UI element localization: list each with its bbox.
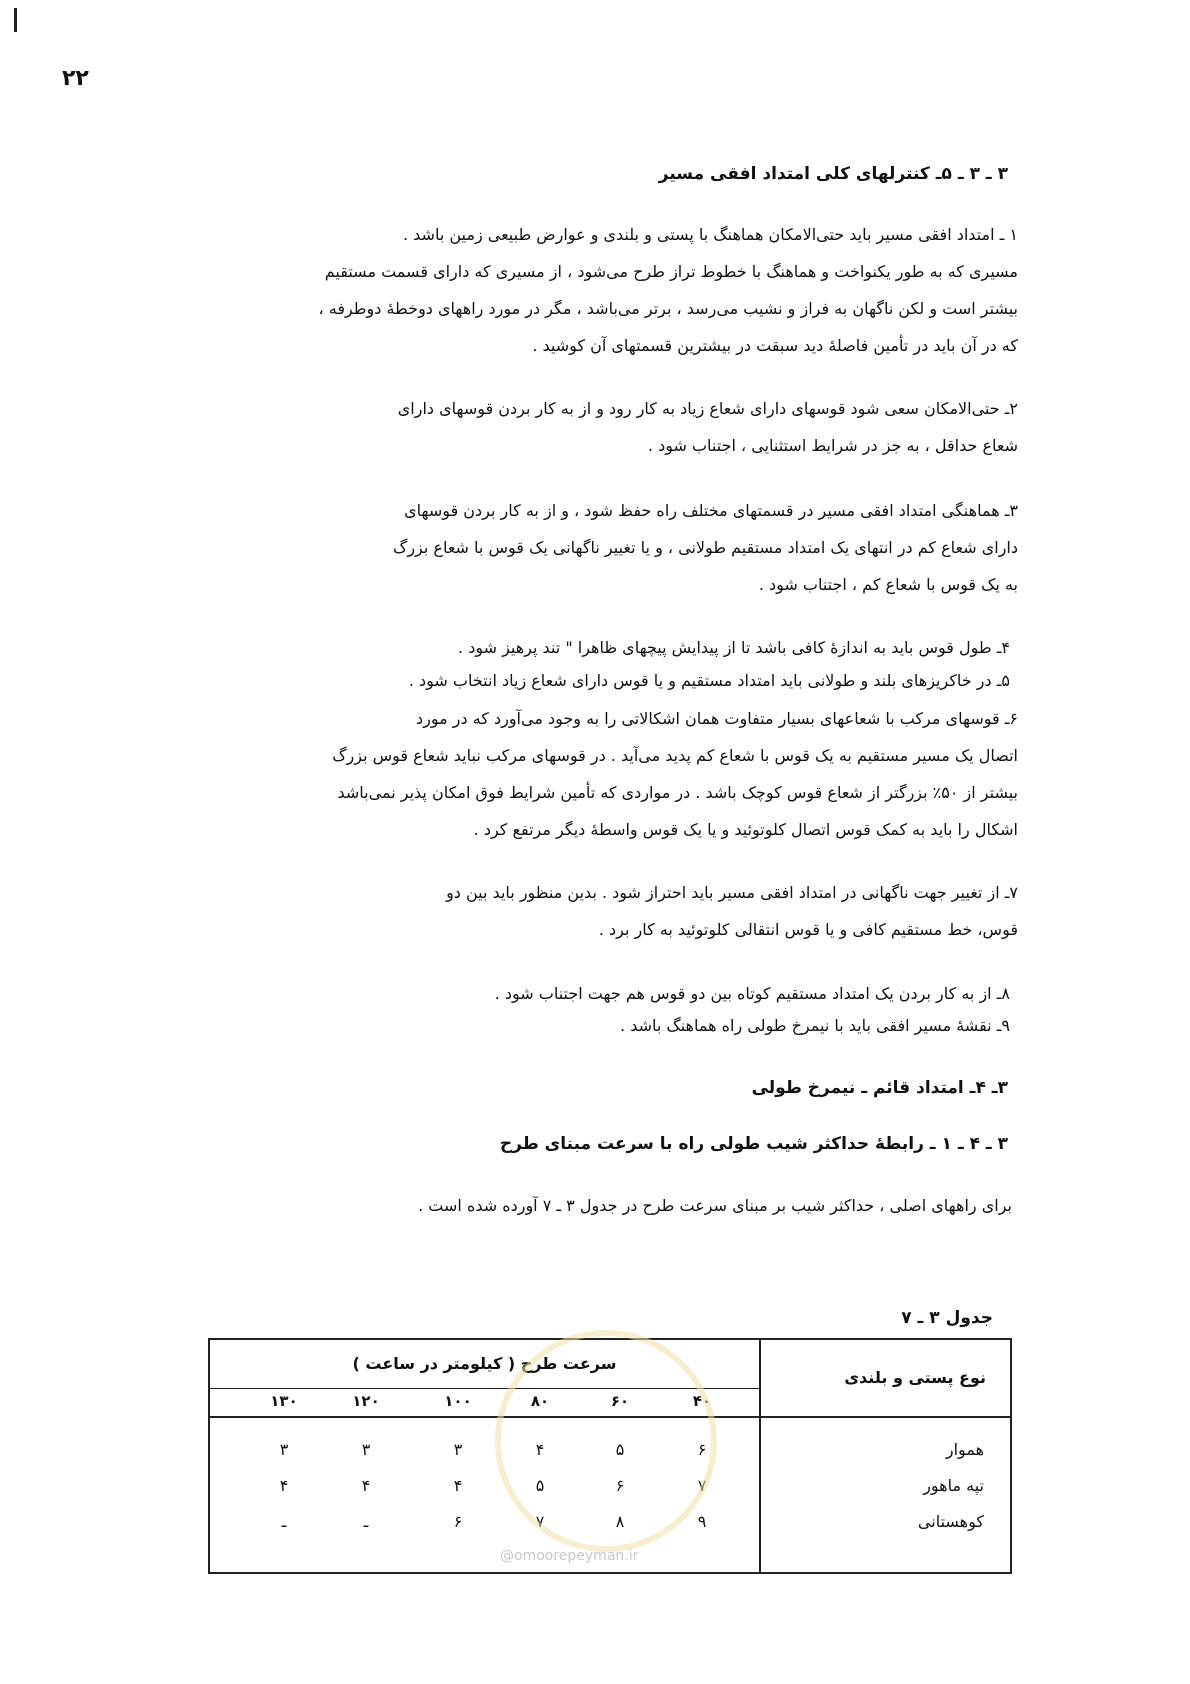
paragraph-2 [192, 390, 1018, 464]
paragraph-line: اتصال یک مسیر مستقیم به یک قوس با شعاع کم پدید می‌آید . در قوسهای مرکب نباید شعاع قوس بزرگ [332, 746, 1018, 765]
table-intro-text: برای راههای اصلی ، حداکثر شیب بر مبنای سرعت طرح در جدول ۳ ـ ۷ آورده شده است . [418, 1196, 1012, 1215]
table-cell: ـ [363, 1512, 369, 1531]
scan-margin-mark [14, 8, 17, 32]
speed-group-header: سرعت طرح ( کیلومتر در ساعت ) [352, 1354, 617, 1373]
paragraph-5: ۵ـ در خاکریزهای بلند و طولانی باید امتداد مستقیم و یا قوس دارای شعاع زیاد انتخاب شود . [408, 671, 1010, 690]
table-cell: ۴ [361, 1476, 371, 1495]
watermark-seal [495, 1330, 717, 1552]
paragraph-3 [192, 492, 1018, 603]
table-cell: ۷ [535, 1512, 545, 1531]
paragraph-line: اشکال را باید به کمک قوس اتصال کلوتوئید و یا یک قوس واسطهٔ دیگر مرتفع کرد . [473, 820, 1018, 839]
paragraph-line: ۷ـ از تغییر جهت ناگهانی در امتداد افقی مسیر باید احتراز شود . بدین منظور باید بین دو [446, 883, 1018, 902]
subsubsection-heading: ۳ ـ ۴ ـ ۱ ـ رابطهٔ حداکثر شیب طولی راه با سرعت مبنای طرح [499, 1134, 1008, 1154]
subsection-heading: ۳ـ ۴ـ امتداد قائم ـ نیمرخ طولی [751, 1078, 1008, 1098]
speed-header: ۱۰۰ [444, 1392, 472, 1410]
page-number: ۲۲ [62, 66, 89, 91]
paragraph-8: ۸ـ از به کار بردن یک امتداد مستقیم کوتاه بین دو قوس هم جهت اجتناب شود . [494, 984, 1010, 1003]
table-row-label: کوهستانی [917, 1512, 984, 1531]
table-cell: ۶ [453, 1512, 463, 1531]
table-cell: ۶ [697, 1440, 707, 1459]
paragraph-line: ۳ـ هماهنگی امتداد افقی مسیر در قسمتهای مختلف راه حفظ شود ، و از به کار بردن قوسهای [404, 501, 1018, 520]
paragraph-line: شعاع حداقل ، به جز در شرایط استثنایی ، اجتناب شود . [647, 436, 1018, 455]
table-cell: ۴ [279, 1476, 289, 1495]
table-cell: ۶ [615, 1476, 625, 1495]
paragraph-line: دارای شعاع کم در انتهای یک امتداد مستقیم طولانی ، و یا تغییر ناگهانی یک قوس با شعاع بزرگ [393, 538, 1018, 557]
speed-header: ۸۰ [530, 1392, 550, 1410]
table-cell: ۵ [615, 1440, 625, 1459]
table-cell: ۹ [697, 1512, 707, 1531]
table-cell: ۳ [453, 1440, 463, 1459]
paragraph-line: که در آن باید در تأمین فاصلهٔ دید سبقت در بیشترین قسمتهای آن کوشید . [532, 336, 1018, 355]
table-cell: ۷ [697, 1476, 707, 1495]
table-caption: جدول ۳ ـ ۷ [901, 1308, 993, 1328]
speed-header: ۱۲۰ [352, 1392, 380, 1410]
table-divider [759, 1340, 761, 1572]
table-cell: ۸ [615, 1512, 625, 1531]
speed-header: ۴۰ [692, 1392, 712, 1410]
table-cell: ۵ [535, 1476, 545, 1495]
table-cell: ـ [281, 1512, 287, 1531]
paragraph-line: ۲ـ حتی‌الامکان سعی شود قوسهای دارای شعاع زیاد به کار رود و از به کار بردن قوسهای دارای [397, 399, 1018, 418]
table-cell: ۳ [279, 1440, 289, 1459]
table-cell: ۴ [535, 1440, 545, 1459]
paragraph-6 [192, 700, 1018, 848]
paragraph-1 [192, 216, 1018, 364]
paragraph-line: مسیری که به طور یکنواخت و هماهنگ با خطوط تراز طرح می‌شود ، از مسیری که دارای قسمت مستقیم [324, 262, 1018, 281]
paragraph-9: ۹ـ نقشهٔ مسیر افقی باید با نیمرخ طولی راه هماهنگ باشد . [620, 1016, 1010, 1035]
paragraph-line: ۶ـ قوسهای مرکب با شعاعهای بسیار متفاوت همان اشکالاتی را به وجود می‌آورد که در مورد [415, 709, 1018, 728]
table-cell: ۴ [453, 1476, 463, 1495]
paragraph-line: به یک قوس با شعاع کم ، اجتناب شود . [758, 575, 1018, 594]
paragraph-7 [192, 874, 1018, 948]
speed-header: ۶۰ [610, 1392, 630, 1410]
paragraph-line: ۱ ـ امتداد افقی مسیر باید حتی‌الامکان هماهنگ با پستی و بلندی و عوارض طبیعی زمین باشد . [402, 225, 1018, 244]
terrain-column-header: نوع پستی و بلندی [844, 1368, 986, 1387]
section-heading: ۳ ـ ۳ ـ ۵ـ کنترلهای کلی امتداد افقی مسیر [658, 164, 1008, 184]
table-row-label: تپه ماهور [923, 1476, 984, 1495]
table-row-label: هموار [945, 1440, 984, 1459]
watermark-text: @omoorepeyman.ir [500, 1548, 639, 1564]
paragraph-4: ۴ـ طول قوس باید به اندازهٔ کافی باشد تا از پیدایش پیچهای ظاهرا " تند پرهیز شود . [458, 638, 1010, 657]
table-cell: ۳ [361, 1440, 371, 1459]
paragraph-line: بیشتر از ۵۰٪ بزرگتر از شعاع قوس کوچک باشد . در مواردی که تأمین شرایط فوق امکان پذیر نمی‌باشد [337, 783, 1018, 802]
paragraph-line: بیشتر است و لکن ناگهان به فراز و نشیب می‌رسد ، برتر می‌باشد ، مگر در مورد راههای دوخطهٔ دوطرفه ، [318, 299, 1018, 318]
speed-header: ۱۳۰ [270, 1392, 298, 1410]
paragraph-line: قوس، خط مستقیم کافی و یا قوس انتقالی کلوتوئید به کار برد . [598, 920, 1018, 939]
